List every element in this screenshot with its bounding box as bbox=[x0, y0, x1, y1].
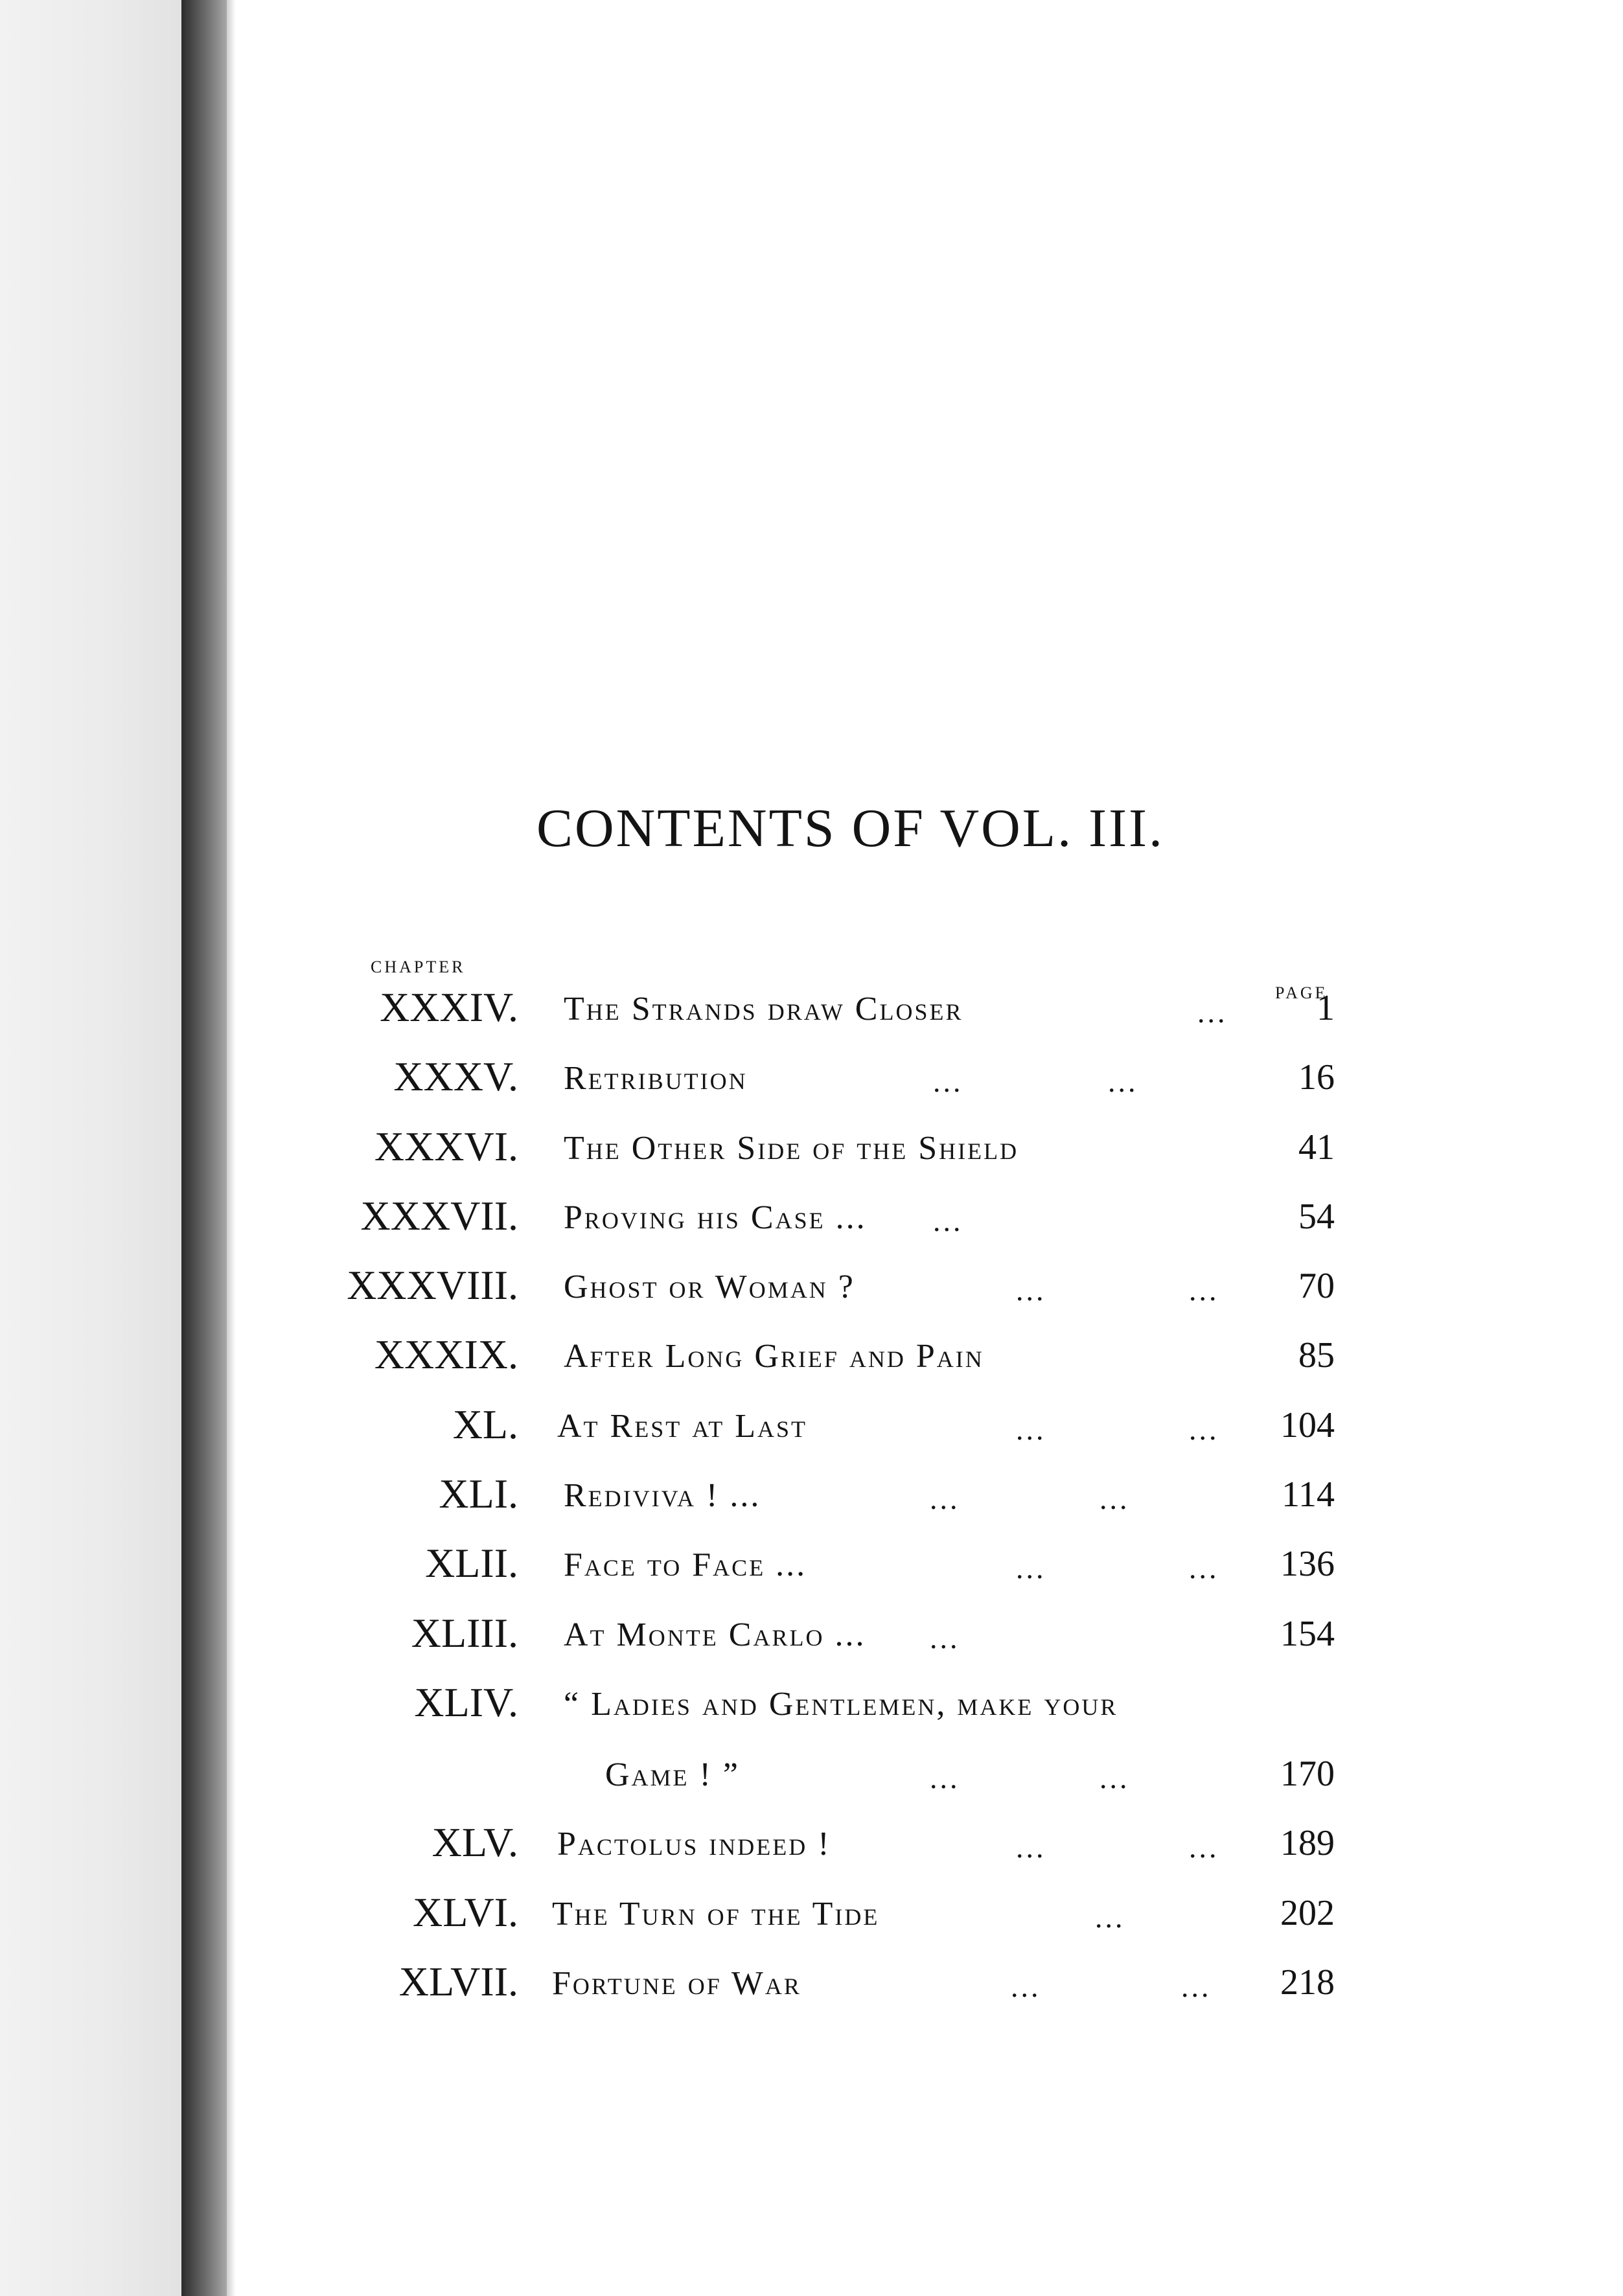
chapter-number: XXXVIII. bbox=[347, 1262, 518, 1308]
chapter-number: XLVII. bbox=[398, 1958, 518, 2004]
chapter-title: Rediviva ! ... bbox=[564, 1477, 761, 1514]
chapter-number: XLII. bbox=[425, 1540, 518, 1586]
leader-dots: ... bbox=[930, 1762, 960, 1795]
leader-dots: ... bbox=[1016, 1831, 1046, 1864]
chapter-title: The Turn of the Tide bbox=[552, 1896, 880, 1933]
chapter-number: XLIV. bbox=[414, 1679, 518, 1725]
chapter-title: The Other Side of the Shield bbox=[564, 1130, 1019, 1167]
leader-dots: ... bbox=[1011, 1970, 1041, 2003]
chapter-number: XLV. bbox=[432, 1819, 518, 1865]
page-column-header: PAGE bbox=[1275, 983, 1328, 1002]
toc-entry bbox=[0, 1261, 1623, 1331]
toc-entry bbox=[0, 1958, 1623, 2028]
leader-dots: ... bbox=[933, 1065, 963, 1098]
leader-dots: ... bbox=[1189, 1274, 1219, 1307]
page-number: 41 bbox=[1298, 1127, 1335, 1167]
chapter-number: XXXIV. bbox=[380, 984, 518, 1030]
leader-dots: ... bbox=[1108, 1065, 1138, 1098]
leader-dots: ... bbox=[930, 1482, 960, 1515]
page-number: 136 bbox=[1280, 1544, 1335, 1584]
page-number: 218 bbox=[1280, 1962, 1335, 2003]
chapter-title: Fortune of War bbox=[552, 1965, 801, 2002]
leader-dots: ... bbox=[1099, 1762, 1130, 1795]
toc-entry bbox=[0, 1331, 1623, 1401]
chapter-title: Proving his Case ... bbox=[564, 1199, 867, 1236]
chapter-title: Face to Face ... bbox=[564, 1546, 807, 1583]
chapter-number: XXXVII. bbox=[360, 1193, 518, 1239]
leader-dots: ... bbox=[930, 1622, 960, 1655]
toc-entry bbox=[0, 1123, 1623, 1193]
leader-dots: ... bbox=[1197, 996, 1228, 1029]
page-number: 104 bbox=[1280, 1405, 1335, 1445]
page-number: 70 bbox=[1298, 1266, 1335, 1306]
chapter-number: XLI. bbox=[439, 1471, 518, 1517]
chapter-number: XLIII. bbox=[411, 1610, 518, 1656]
page-number: 16 bbox=[1298, 1057, 1335, 1097]
toc-entry bbox=[0, 1749, 1623, 1819]
chapter-title: At Monte Carlo ... bbox=[564, 1616, 866, 1653]
leader-dots: ... bbox=[1181, 1970, 1212, 2003]
chapter-title: At Rest at Last bbox=[557, 1408, 807, 1445]
chapter-number: XL. bbox=[452, 1401, 518, 1447]
leader-dots: ... bbox=[1095, 1901, 1125, 1934]
toc-entry bbox=[0, 1192, 1623, 1262]
toc-entry bbox=[0, 1819, 1623, 1888]
leader-dots: ... bbox=[1189, 1831, 1219, 1864]
toc-entry bbox=[0, 1679, 1623, 1749]
toc-entry bbox=[0, 1053, 1623, 1123]
chapter-title: The Strands draw Closer bbox=[564, 991, 963, 1027]
chapter-number: XLVI. bbox=[413, 1889, 518, 1935]
leader-dots: ... bbox=[1099, 1482, 1130, 1515]
page-number: 170 bbox=[1280, 1754, 1335, 1794]
leader-dots: ... bbox=[1016, 1552, 1046, 1585]
chapter-title: Game ! ” bbox=[605, 1756, 740, 1793]
chapter-number: XXXVI. bbox=[374, 1123, 518, 1169]
page-number: 202 bbox=[1280, 1893, 1335, 1933]
page-number: 85 bbox=[1298, 1335, 1335, 1375]
leader-dots: ... bbox=[933, 1204, 963, 1237]
leader-dots: ... bbox=[1189, 1552, 1219, 1585]
toc-entry bbox=[0, 1401, 1623, 1471]
page-number: 1 bbox=[1317, 988, 1335, 1028]
leader-dots: ... bbox=[1016, 1413, 1046, 1446]
leader-dots: ... bbox=[1016, 1274, 1046, 1307]
page-number: 54 bbox=[1298, 1197, 1335, 1237]
chapter-number: XXXV. bbox=[393, 1053, 518, 1099]
chapter-title: Ghost or Woman ? bbox=[564, 1269, 855, 1305]
chapter-title: “ Ladies and Gentlemen, make your bbox=[564, 1686, 1118, 1723]
chapter-number: XXXIX. bbox=[374, 1331, 518, 1377]
toc-entry bbox=[0, 1470, 1623, 1540]
leader-dots: ... bbox=[1189, 1413, 1219, 1446]
chapter-column-header: CHAPTER bbox=[371, 958, 466, 976]
page-number: 154 bbox=[1280, 1614, 1335, 1654]
toc-entry bbox=[0, 983, 1623, 1053]
chapter-title: After Long Grief and Pain bbox=[564, 1338, 984, 1375]
page-number: 114 bbox=[1282, 1475, 1335, 1515]
page-title: CONTENTS OF VOL. III. bbox=[536, 798, 1165, 858]
chapter-title: Retribution bbox=[564, 1060, 748, 1097]
toc-entry bbox=[0, 1888, 1623, 1958]
toc-entry bbox=[0, 1609, 1623, 1679]
toc-entry bbox=[0, 1539, 1623, 1609]
chapter-title: Pactolus indeed ! bbox=[557, 1826, 831, 1863]
page-number: 189 bbox=[1280, 1823, 1335, 1863]
